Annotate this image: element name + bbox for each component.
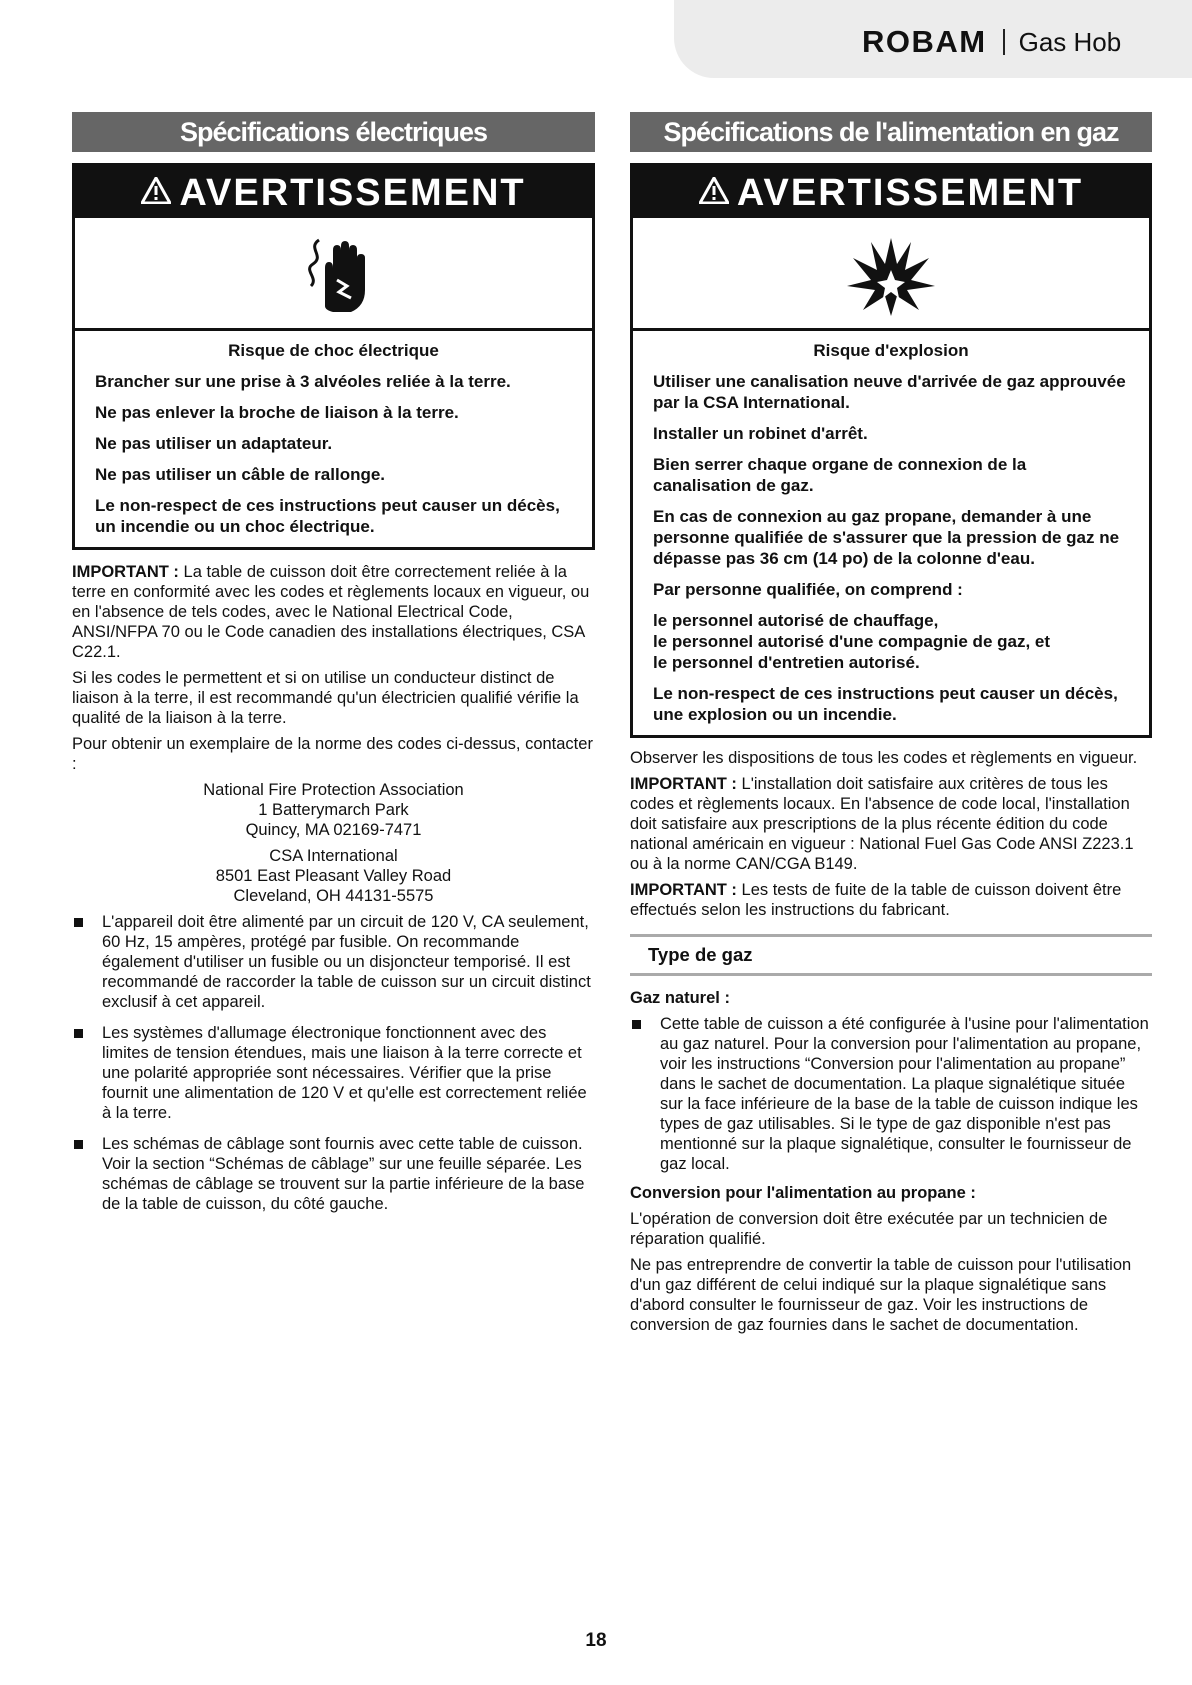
section-banner-electrical: Spécifications électriques <box>72 112 595 152</box>
warning-risk-heading: Risque de choc électrique <box>228 341 439 360</box>
warning-triangle-icon <box>141 165 171 219</box>
warning-triangle-icon <box>699 165 729 219</box>
important-text: La table de cuisson doit être correctement reliée à la terre en conformité avec les codes et règlements locaux en vigueur, ou en l'absence de tels codes, avec le National Electrical Code, ANSI/NFPA 70 ou le Code canadien des installations électriques, CSA C22.1. <box>72 563 590 661</box>
warning-line: le personnel autorisé d'une compagnie de gaz, et <box>653 632 1051 651</box>
electrical-warning-box <box>72 163 595 550</box>
important-label: IMPORTANT : <box>72 563 179 581</box>
important-paragraph <box>630 774 1152 874</box>
important-label: IMPORTANT : <box>630 881 737 899</box>
list-item <box>72 1023 595 1123</box>
right-column <box>630 112 1152 1341</box>
list-item-text: Les schémas de câblage sont fournis avec cette table de cuisson. Voir la section “Schémas de câblage” sur une feuille séparée. Les schémas de câblage se trouvent sur la partie inférieure de la base de la table de cuisson, du côté gauche. <box>102 1135 585 1213</box>
propane-heading: Conversion pour l'alimentation au propane : <box>630 1184 976 1202</box>
address-line: 1 Batterymarch Park <box>258 801 409 819</box>
natural-gas-bullet-list <box>630 1014 1152 1174</box>
warning-line: Bien serrer chaque organe de connexion de la canalisation de gaz. <box>653 455 1027 495</box>
natural-gas-heading: Gaz naturel : <box>630 989 730 1007</box>
paragraph: Si les codes le permettent et si on utilise un conducteur distinct de liaison à la terre, il est recommandé qu'un électricien qualifié vérifie la qualité de la liaison à la terre. <box>72 669 579 727</box>
electric-shock-hand-icon <box>289 228 379 318</box>
warning-line: Ne pas enlever la broche de liaison à la terre. <box>95 403 459 422</box>
bullet-square-icon <box>74 1029 83 1038</box>
warning-title <box>75 166 592 218</box>
gas-body <box>630 748 1152 1335</box>
electrical-body <box>72 562 595 1214</box>
warning-line: Le non-respect de ces instructions peut causer un décès, une explosion ou un incendie. <box>653 684 1118 724</box>
important-paragraph <box>630 880 1152 920</box>
list-item <box>72 912 595 1012</box>
warning-line: le personnel autorisé de chauffage, <box>653 611 939 630</box>
warning-line: Ne pas utiliser un adaptateur. <box>95 434 333 453</box>
paragraph: Pour obtenir un exemplaire de la norme des codes ci-dessus, contacter : <box>72 735 593 773</box>
list-item-text: Les systèmes d'allumage électronique fonctionnent avec des limites de tension étendues, mais une liaison à la terre correcte et une polarité appropriée sont nécessaires. Vérifier que la prise fournit une alimentation de 120 V et qu'elle est correctement reliée à la terre. <box>102 1024 587 1122</box>
bullet-square-icon <box>74 1140 83 1149</box>
paragraph: L'opération de conversion doit être exécutée par un technicien de réparation qualifié. <box>630 1210 1108 1248</box>
important-text: Les tests de fuite de la table de cuisson doivent être effectués selon les instructions du fabricant. <box>630 881 1122 919</box>
gas-type-heading: Type de gaz <box>630 934 1152 976</box>
section-banner-gas: Spécifications de l'alimentation en gaz <box>630 112 1152 152</box>
address-csa <box>72 846 595 906</box>
bullet-square-icon <box>74 918 83 927</box>
product-name: Gas Hob <box>1018 26 1122 57</box>
warning-line: le personnel d'entretien autorisé. <box>653 653 920 672</box>
brand-separator <box>1003 29 1005 55</box>
important-label: IMPORTANT : <box>630 775 737 793</box>
left-column <box>72 112 595 1225</box>
warning-qualified-list <box>653 610 1129 673</box>
warning-line: Par personne qualifiée, on comprend : <box>653 580 963 599</box>
paragraph: Observer les dispositions de tous les codes et règlements en vigueur. <box>630 749 1138 767</box>
warning-title-text: AVERTISSEMENT <box>736 172 1084 214</box>
page-number: 18 <box>585 1630 607 1651</box>
important-paragraph <box>72 562 595 662</box>
warning-line: Installer un robinet d'arrêt. <box>653 424 868 443</box>
paragraph: Ne pas entreprendre de convertir la table de cuisson pour l'utilisation d'un gaz différent de celui indiqué sur la plaque signalétique sans d'abord consulter le fournisseur de gaz. Voir les instructions de conversion de gaz fournies dans le sachet de documentation. <box>630 1256 1132 1334</box>
bullet-square-icon <box>632 1020 641 1029</box>
warning-title-text: AVERTISSEMENT <box>179 172 526 214</box>
list-item <box>630 1014 1152 1174</box>
explosion-icon <box>841 228 941 318</box>
brand-header <box>862 22 1121 62</box>
address-line: Quincy, MA 02169-7471 <box>245 821 422 839</box>
warning-line: Ne pas utiliser un câble de rallonge. <box>95 465 386 484</box>
address-nfpa <box>72 780 595 840</box>
warning-line: Utiliser une canalisation neuve d'arrivée de gaz approuvée par la CSA International. <box>653 372 1126 412</box>
warning-line: Brancher sur une prise à 3 alvéoles reliée à la terre. <box>95 372 511 391</box>
list-item-text: Cette table de cuisson a été configurée à l'usine pour l'alimentation au gaz naturel. Pour la conversion pour l'alimentation au propane, voir les instructions “Conversion pour l'alimentation au propane” dans le sachet de documentation. La plaque signalétique située sur la face inférieure de la base de la table de cuisson indique les types de gaz utilisables. Si le type de gaz disponible n'est pas mentionné sur la plaque signalétique, consulter le fournisseur de gaz local. <box>660 1015 1149 1173</box>
address-line: National Fire Protection Association <box>203 781 464 799</box>
warning-risk-heading: Risque d'explosion <box>813 341 969 360</box>
electrical-bullet-list <box>72 912 595 1214</box>
brand-logo: ROBAM <box>862 24 987 59</box>
explosion-icon-area <box>633 218 1149 331</box>
warning-line: Le non-respect de ces instructions peut causer un décès, un incendie ou un choc électrique. <box>95 496 560 536</box>
warning-line: En cas de connexion au gaz propane, demander à une personne qualifiée de s'assurer que la pression de gaz ne dépasse pas 36 cm (14 po) de la colonne d'eau. <box>653 507 1120 568</box>
important-text: L'installation doit satisfaire aux critères de tous les codes et règlements locaux. En l'absence de code local, l'installation doit satisfaire aux prescriptions de la plus récente édition du code national américain en vigueur : National Fuel Gas Code ANSI Z223.1 ou à la norme CAN/CGA B149. <box>630 775 1134 873</box>
address-line: 8501 East Pleasant Valley Road <box>215 867 452 885</box>
warning-title <box>633 166 1149 218</box>
address-line: Cleveland, OH 44131-5575 <box>233 887 434 905</box>
shock-icon-area <box>75 218 592 331</box>
list-item <box>72 1134 595 1214</box>
gas-warning-box <box>630 163 1152 738</box>
list-item-text: L'appareil doit être alimenté par un circuit de 120 V, CA seulement, 60 Hz, 15 ampères, protégé par fusible. On recommande également d'utiliser un fusible ou un disjoncteur temporisé. Il est recommandé de raccorder la table de cuisson sur un circuit distinct exclusif à cet appareil. <box>102 913 591 1011</box>
address-line: CSA International <box>269 847 398 865</box>
